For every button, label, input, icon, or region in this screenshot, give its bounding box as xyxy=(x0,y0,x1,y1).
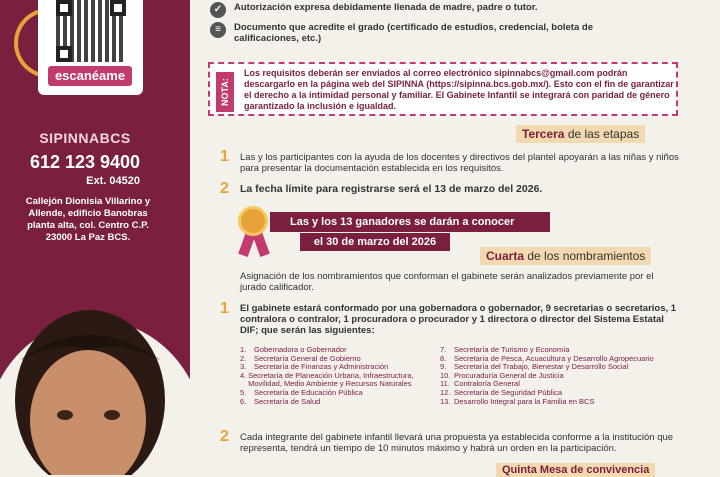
girl-photo xyxy=(0,290,190,475)
list-item: 2. Secretaría General de Gobierno xyxy=(240,353,361,363)
stage-4-item-2: Cada integrante del gabinete infantil llevará una propuesta ya establecida conforme a la institución que representa, tendrá un tiempo de 10 minutos máximo y habrá un orden en la participación. xyxy=(240,432,674,454)
winners-banner: Las y los 13 ganadores se darán a conocer xyxy=(270,212,550,232)
qr-corner-icon xyxy=(110,0,126,16)
stage-4-bold: Cuarta xyxy=(486,249,525,263)
phone-number: 612 123 9400 xyxy=(29,152,141,172)
requirement-text: Documento que acredite el grado (certificado de estudios, credencial, boleta de calificaciones, etc.) xyxy=(234,22,593,44)
winners-date: el 30 de marzo del 2026 xyxy=(300,233,450,251)
list-item: 7. Secretaría de Turismo y Economía xyxy=(440,345,570,354)
list-item: 8. Secretaría de Pesca, Acuacultura y Desarrollo Agropecuario xyxy=(440,353,654,363)
stage-3-bold: Tercera xyxy=(522,127,565,141)
stage-4-rest: de los nombramientos xyxy=(524,249,646,263)
list-item: 9. Secretaría del Trabajo, Bienestar y Desarrollo Social xyxy=(440,362,629,372)
requirement-item xyxy=(210,22,630,44)
stage-4-header xyxy=(480,247,651,265)
requirement-text: Autorización expresa debidamente llenada de madre, padre o tutor. xyxy=(234,2,538,13)
org-name: SIPINNABCS xyxy=(39,130,131,146)
list-item: 13. Desarrollo Integral para la Familia en BCS xyxy=(440,396,595,406)
list-item: 1. Gobernadora o Gobernador xyxy=(240,345,347,354)
phone-extension: Ext. 04520 xyxy=(86,175,140,187)
list-item: 10. Procuraduría General de Justicia xyxy=(440,370,564,380)
stage-5-bold: Quinta xyxy=(502,464,537,476)
list-item: 3. Secretaría de Finanzas y Administración xyxy=(240,362,389,372)
number-2: 2 xyxy=(220,180,229,197)
qr-corner-icon xyxy=(56,0,72,16)
list-item: 6. Secretaría de Salud xyxy=(240,396,321,406)
list-item: 12. Secretaría de Seguridad Pública xyxy=(440,387,562,397)
requirement-item xyxy=(210,2,538,18)
note-text: Los requisitos deberán ser enviados al correo electrónico sipinnabcs@gmail.com podrán descargarlo en la página web del SIPINNA (https://sipinna.bcs.gob.mx/). Esto con el fin de garantizar el derecho a la intimidad personal y familiar. El Gabinete Infantil se integrará con paridad de género garantizado la inclusión e igualdad. xyxy=(244,68,674,111)
note-tag: NOTA: xyxy=(216,72,234,112)
stage-3-rest: de las etapas xyxy=(564,127,640,141)
positions-list-right xyxy=(440,346,700,406)
stage-5-rest: Mesa de convivencia xyxy=(536,464,650,476)
number-2: 2 xyxy=(220,428,229,445)
qr-corner-icon xyxy=(56,46,72,62)
stage-3-item-2: La fecha límite para registrarse será el 13 de marzo del 2026. xyxy=(240,183,543,195)
number-1: 1 xyxy=(220,300,229,317)
sidebar xyxy=(0,0,190,475)
address: Callejón Dionisia Villarino y Allende, edificio Banobras planta alta, col. Centro C.P. 23000 La Paz BCS. xyxy=(25,196,151,243)
check-icon: ✓ xyxy=(210,2,226,18)
stage-4-intro: Asignación de los nombramientos que conforman el gabinete serán analizados previamente por el jurado calificador. xyxy=(240,271,654,293)
number-1: 1 xyxy=(220,148,229,165)
stage-4-item-1: El gabinete estará conformado por una gobernadora o gobernador, 9 secretarias o secretarios, 1 contralora o contralor, 1 procuradora o procurador y 1 directora o director del Sistema Estatal DIF; que serán las siguientes: xyxy=(240,303,677,336)
stage-3-header xyxy=(516,125,645,143)
medal-icon xyxy=(238,206,268,236)
stage-3-item-1: Las y los participantes con la ayuda de los docentes y directivos del plantel apoyarán a las niñas y niños para presentar la documentación establecida en los requisitos. xyxy=(240,152,679,174)
scan-label: escanéame xyxy=(48,66,132,86)
note-box xyxy=(208,62,678,116)
positions-list-left xyxy=(240,346,440,406)
list-item: 4. Secretaría de Planeación Urbana, Infraestructura, Movilidad, Medio Ambiente y Recursos Naturales xyxy=(240,370,414,389)
list-item: 5. Secretaría de Educación Pública xyxy=(240,387,363,397)
document-icon: ≡ xyxy=(210,22,226,38)
main-content xyxy=(190,0,720,475)
list-item: 11. Contraloría General xyxy=(440,379,520,389)
